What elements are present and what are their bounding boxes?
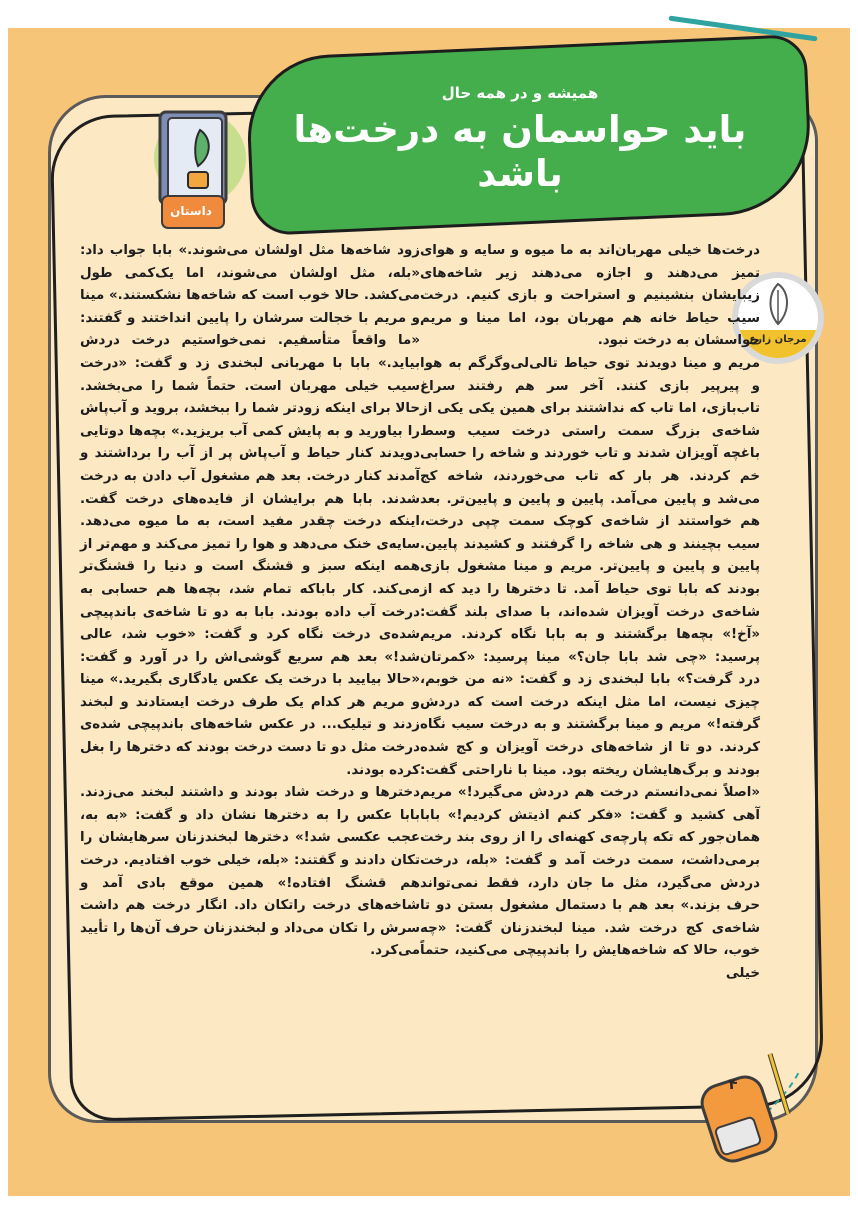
title-block [270,84,770,196]
paragraph: درخت‌ها خیلی مهربان‌اند به ما میوه و سایه و هوای تمیز می‌دهند و اجازه می‌دهند زیر شاخه‌های زیبایشان بنشینیم و استراحت و بازی کنیم. درخت سیب حیاط خانه هم مهربان بود، اما مینا و مریم حواسشان به درخت نبود. [420,243,760,349]
article-column-right [420,240,760,986]
article-column-left [80,240,420,963]
paragraph: مریم و مینا دویدند توی حیاط تالی‌لی‌وگرگم به هوا و پیرپیر بازی کنند. آخر سر هم رفتند سراغ تاب‌بازی، اما تاب که نداشتند برای همین یکی یکی از شاخه‌ی بزرگ سمت راستی درخت سیب وسط باغچه آویزان شدند و تاب خوردند و شاخه را حسابی خم کردند. هر بار که تاب می‌خوردند، شاخه کج می‌شد و پایین می‌آمد. پایین و پایین و پایین‌تر. بعد هم خواستند از شاخه‌ی کوچک سمت چپی درخت، سیب بچینند و هی شاخه را گرفتند و کشیدند پایین. پایین و پایین و پایین‌تر. مریم و مینا مشغول بازی بودند که بابا توی حیاط آمد. تا دخترها را دید که از شاخه‌ی درخت آویزان شده‌اند، با صدای بلند گفت: «آخ!» بچه‌ها برگشتند و به بابا نگاه کردند. مریم پرسید: «چی شد بابا جان؟» مینا پرسید: «کمرتان درد گرفت؟» بابا لبخندی زد و گفت: «نه من خوبم، چیزی نیست، اما مثل اینکه درخت است که دردش گرفته!» مریم و مینا برگشتند و به درخت سیب نگاه کردند. دو تا از شاخه‌های درخت آویزان و کج شده بودند و برگ‌هایشان ریخته بود. مینا با ناراحتی گفت: «اصلاً نمی‌دانستم درخت هم دردش می‌گیرد!» مریم آهی کشید و گفت: «فکر کنم اذیتش کردیم!» بابا همان‌جور که تکه پارچه‌ی کهنه‌ای را از روی بند رخت برمی‌داشت، سمت درخت آمد و گفت: «بله، درخت دردش می‌گیرد، مثل ما جان دارد، فقط نمی‌تواند حرف بزند.» بعد هم با دستمال مشغول بستن دو تا شاخه‌ی کج درخت شد. مینا لبخندزنان گفت: «چه خوب، حالا که شاخه‌هایش را باندپیچی می‌کنید، حتماً خیلی [420,355,760,981]
section-label: داستان [170,204,212,218]
page-number: ۴ [728,1075,738,1093]
author-name: مرجان زارع [749,334,807,345]
paragraph: دخترها و درخت شاد بودند و داشتند لبخند می‌زدند. بابا عکس را به دخترها نشان داد و گفت: «به به، عجب عکسی شد!» دخترها لبخندزنان سرهایشان را تکان دادند و گفتند: «بله، خیلی خوب افتادیم. درخت هم قشنگ افتاده!» همین موقع بادی آمد و شاخه‌های درخت راتکان داد. انگار درخت هم داشت سرش را تکان می‌داد و لبخندزنان حرف آن‌ها را تأیید می‌کرد. [80,785,420,959]
paragraph: زود شاخه‌ها مثل اولشان می‌شوند.» بابا جواب داد: «بله، مثل اولشان می‌شوند، اما یک‌کمی طول می‌کشد. حالا خوب است که شاخه‌ها نشکستند.» مینا و مریم با خجالت سرشان را پایین انداختند و گفتند: «ما واقعاً متأسفیم. نمی‌خواستیم درخت دردش بیاید.» بابا با مهربانی لبخندی زد و گفت: «درخت سیب خیلی مهربان است. حتماً شما را می‌بخشد. حالا برای اینکه زودتر شما را ببخشد، بروید و آب‌پاش را بیاورید و به پایش کمی آب بریزید.» بچه‌ها دوتایی دویدند کنار حیاط و آب‌پاش پر از آب را برداشتند و آمدند کنار درخت. بعد هم مشغول آب دادن به درخت شدند. بابا هم برایشان از فایده‌های درخت گفت. اینکه درخت چقدر مفید است، به ما میوه می‌دهد. سایه‌ی خنک می‌دهد و هوا را تمیز می‌کند و مهم‌تر از همه اینکه سبز و قشنگ است و دنیا را قشنگ‌تر می‌کند. کار باباکه تمام شد، بچه‌ها هم حسابی به درخت آب داده بودند. بابا به دو تا شاخه‌ی باندپیچی شده‌ی درخت نگاه کرد و گفت: «خوب شد، عالی شد!» بعد هم سریع گوشی‌اش را در آورد و گفت: «حالا بیایید با درخت یک عکس یادگاری بگیرید.» مینا و مریم هر کدام یک طرف درخت ایستادند و لبخند زدند و تیلیک... در عکس شاخه‌های باندپیچی شده‌ی درخت مثل دو تا دست درخت بودند که دخترها را بغل کرده بودند. [80,243,420,778]
page-title: باید حواسمان به درخت‌ها باشد [293,108,747,195]
subtitle: همیشه و در همه حال [441,84,599,102]
backpack-icon [700,1040,810,1180]
